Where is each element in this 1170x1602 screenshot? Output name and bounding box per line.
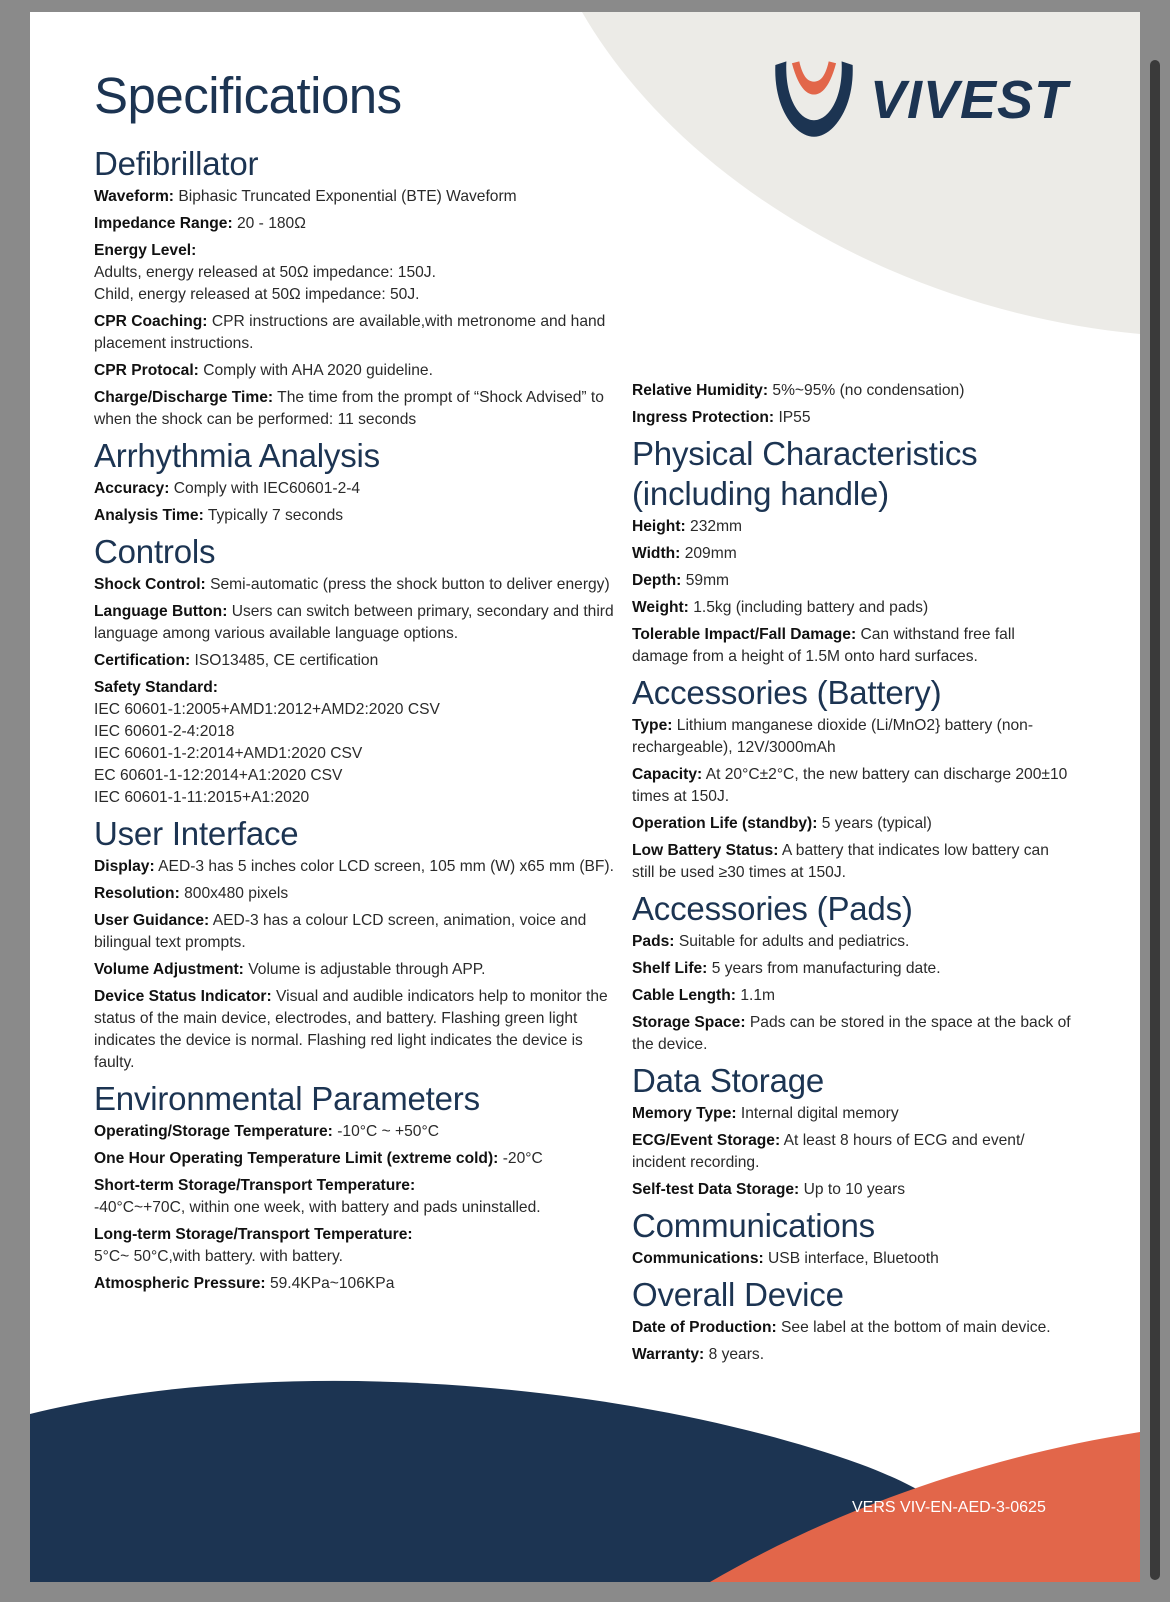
spec-label: Weight: (632, 599, 689, 616)
section-overall-device (632, 1275, 1072, 1366)
section-communications (632, 1206, 1072, 1270)
spec-label: Accuracy: (94, 480, 170, 497)
spec-item (632, 543, 1072, 565)
spec-item (94, 1121, 614, 1143)
spec-value: 59mm (685, 572, 730, 589)
spec-value: Users can switch between primary, secondary and third language among various available language options. (94, 603, 614, 642)
spec-label: One Hour Operating Temperature Limit (extreme cold): (94, 1150, 499, 1167)
spec-item (94, 505, 614, 527)
spec-item (632, 764, 1072, 808)
spec-value: A battery that indicates low battery can still be used ≥30 times at 150J. (632, 842, 1049, 881)
spec-value-line: See label at the bottom of main device. (781, 1319, 1051, 1336)
spec-label: CPR Coaching: (94, 313, 208, 330)
spec-item (94, 186, 614, 208)
spec-item (632, 407, 1072, 429)
spec-item (632, 715, 1072, 759)
spec-label: Type: (632, 717, 673, 734)
section-arrhythmia-analysis (94, 436, 614, 527)
spec-value: Up to 10 years (803, 1181, 906, 1198)
spec-value: CPR instructions are available,with metronome and hand placement instructions. (94, 313, 606, 352)
spec-value: -20°C (502, 1150, 543, 1167)
spec-label: Capacity: (632, 766, 703, 783)
spec-label: Language Button: (94, 603, 228, 620)
section-heading: Accessories (Pads) (632, 890, 913, 927)
spec-value: 5 years from manufacturing date. (711, 960, 941, 977)
spec-value: Biphasic Truncated Exponential (BTE) Waveform (178, 188, 517, 205)
spec-item (632, 813, 1072, 835)
spec-value: At 20°C±2°C, the new battery can discharge 200±10 times at 150J. (632, 766, 1068, 805)
page-title: Specifications (94, 67, 402, 124)
spec-item (94, 856, 614, 878)
spec-value: 5 years (typical) (821, 815, 932, 832)
spec-value-line: IEC 60601-1-11:2015+A1:2020 (94, 789, 310, 806)
spec-value-line: IEC 60601-2-4:2018 (94, 723, 235, 740)
spec-label: Safety Standard: (94, 679, 218, 696)
section-heading: Controls (94, 533, 216, 570)
spec-label: Date of Production: (632, 1319, 777, 1336)
spec-value: Internal digital memory (740, 1105, 899, 1122)
section-heading: Accessories (Battery) (632, 674, 942, 711)
spec-item (94, 387, 614, 431)
spec-item (94, 1273, 614, 1295)
section-accessories-battery (632, 673, 1072, 884)
spec-label: Height: (632, 518, 686, 535)
spec-label: Depth: (632, 572, 682, 589)
section-user-interface (94, 814, 614, 1074)
spec-label: Tolerable Impact/Fall Damage: (632, 626, 857, 643)
spec-value-line: Child, energy released at 50Ω impedance: 50J. (94, 286, 420, 303)
section-data-storage (632, 1061, 1072, 1201)
spec-label: Ingress Protection: (632, 409, 775, 426)
spec-item (94, 1224, 614, 1268)
spec-label: Shelf Life: (632, 960, 708, 977)
section-environmental-parameters (94, 1079, 614, 1295)
spec-value: Lithium manganese dioxide (Li/MnO2} battery (non-rechargeable), 12V/3000mAh (632, 717, 1034, 756)
spec-value-line: IEC 60601-1-2:2014+AMD1:2020 CSV (94, 745, 363, 762)
spec-label: Relative Humidity: (632, 382, 769, 399)
spec-label: CPR Protocal: (94, 362, 199, 379)
spec-value: The time from the prompt of “Shock Advised” to when the shock can be performed: 11 seconds (94, 389, 604, 428)
spec-label: Low Battery Status: (632, 842, 779, 859)
spec-value-line: IEC 60601-1:2005+AMD1:2012+AMD2:2020 CSV (94, 701, 440, 718)
spec-label: Charge/Discharge Time: (94, 389, 274, 406)
spec-value: -10°C ~ +50°C (337, 1123, 439, 1140)
brand-name: VIVEST (870, 70, 1069, 130)
spec-value-line: -40°C~+70C, within one week, with battery and pads uninstalled. (94, 1199, 541, 1216)
spec-label: Self-test Data Storage: (632, 1181, 800, 1198)
spec-label: Pads: (632, 933, 675, 950)
spec-value: Typically 7 seconds (207, 507, 344, 524)
spec-item (632, 840, 1072, 884)
spec-item (632, 516, 1072, 538)
spec-value: 1.1m (740, 987, 775, 1004)
spec-label: Operating/Storage Temperature: (94, 1123, 333, 1140)
spec-value: 5%~95% (no condensation) (772, 382, 965, 399)
left-column (94, 144, 614, 1300)
spec-value: 209mm (684, 545, 737, 562)
spec-label: User Guidance: (94, 912, 210, 929)
section-physical-characteristics-including-handle (632, 434, 1072, 668)
vertical-scrollbar[interactable] (1150, 60, 1160, 1580)
spec-label: Display: (94, 858, 155, 875)
spec-item (632, 1103, 1072, 1125)
spec-item (94, 601, 614, 645)
spec-label: Certification: (94, 652, 191, 669)
spec-label: ECG/Event Storage: (632, 1132, 781, 1149)
spec-label: Waveform: (94, 188, 175, 205)
spec-label: Storage Space: (632, 1014, 746, 1031)
spec-label: Energy Level: (94, 242, 197, 259)
spec-value: ISO13485, CE certification (194, 652, 379, 669)
spec-value: Semi-automatic (press the shock button to deliver energy) (210, 576, 610, 593)
spec-value: 800x480 pixels (184, 885, 289, 902)
section-heading: Overall Device (632, 1276, 844, 1313)
section-continued (632, 380, 1072, 429)
section-defibrillator (94, 144, 614, 431)
spec-item (94, 883, 614, 905)
spec-label: Resolution: (94, 885, 180, 902)
spec-item (94, 213, 614, 235)
spec-item (632, 1012, 1072, 1056)
spec-value: Suitable for adults and pediatrics. (678, 933, 910, 950)
spec-label: Impedance Range: (94, 215, 233, 232)
spec-item (632, 1248, 1072, 1270)
spec-item (632, 1317, 1072, 1339)
spec-label: Long-term Storage/Transport Temperature: (94, 1226, 413, 1243)
spec-item (94, 1148, 614, 1170)
document-page (30, 12, 1140, 1582)
spec-value: AED-3 has 5 inches color LCD screen, 105 mm (W) x65 mm (BF). (158, 858, 614, 875)
section-heading: Environmental Parameters (94, 1080, 480, 1117)
spec-value: Can withstand free fall damage from a height of 1.5M onto hard surfaces. (632, 626, 1015, 665)
brand-logo (768, 54, 1068, 146)
spec-value-line: Adults, energy released at 50Ω impedance: 150J. (94, 264, 436, 281)
spec-label: Atmospheric Pressure: (94, 1275, 266, 1292)
spec-value: Comply with AHA 2020 guideline. (203, 362, 433, 379)
spec-item (632, 1130, 1072, 1174)
spec-item (94, 910, 614, 954)
section-heading: Arrhythmia Analysis (94, 437, 380, 474)
spec-value: 20 - 180Ω (237, 215, 306, 232)
spec-value: Pads can be stored in the space at the back of the device. (632, 1014, 1071, 1053)
spec-label: Short-term Storage/Transport Temperature: (94, 1177, 416, 1194)
spec-value: 1.5kg (including battery and pads) (693, 599, 929, 616)
spec-label: Analysis Time: (94, 507, 204, 524)
spec-item (632, 624, 1072, 668)
spec-label: Memory Type: (632, 1105, 737, 1122)
spec-label: Cable Length: (632, 987, 736, 1004)
spec-item (632, 958, 1072, 980)
spec-value: Volume is adjustable through APP. (248, 961, 486, 978)
spec-value: 232mm (690, 518, 743, 535)
section-heading: Data Storage (632, 1062, 825, 1099)
section-controls (94, 532, 614, 809)
spec-value: At least 8 hours of ECG and event/ incident recording. (632, 1132, 1025, 1171)
spec-value: 8 years. (708, 1346, 765, 1363)
spec-label: Shock Control: (94, 576, 206, 593)
section-heading: Communications (632, 1207, 875, 1244)
spec-item (94, 360, 614, 382)
spec-item (94, 478, 614, 500)
spec-value: AED-3 has a colour LCD screen, animation, voice and bilingual text prompts. (94, 912, 587, 951)
spec-item (632, 985, 1072, 1007)
section-heading: Physical Characteristics (including handle) (632, 435, 978, 512)
spec-value: Comply with IEC60601-2-4 (173, 480, 361, 497)
spec-item (632, 1179, 1072, 1201)
spec-item (94, 1175, 614, 1219)
spec-item (632, 570, 1072, 592)
spec-value: Visual and audible indicators help to monitor the status of the main device, electrodes, and battery. Flashing green light indicates the device is normal. Flashing red light indicates the device is faulty. (94, 988, 608, 1071)
spec-item (94, 240, 614, 306)
spec-label: Communications: (632, 1250, 764, 1267)
spec-item (94, 574, 614, 596)
spec-value-line: EC 60601-1-12:2014+A1:2020 CSV (94, 767, 343, 784)
section-accessories-pads (632, 889, 1072, 1056)
spec-item (632, 931, 1072, 953)
spec-value: USB interface, Bluetooth (768, 1250, 939, 1267)
spec-value-line: 5°C~ 50°C,with battery. with battery. (94, 1248, 343, 1265)
spec-item (632, 597, 1072, 619)
spec-item (632, 380, 1072, 402)
spec-label: Warranty: (632, 1346, 705, 1363)
spec-label: Width: (632, 545, 681, 562)
spec-label: Volume Adjustment: (94, 961, 244, 978)
spec-value: IP55 (778, 409, 811, 426)
spec-item (94, 959, 614, 981)
section-heading: User Interface (94, 815, 299, 852)
spec-label: Operation Life (standby): (632, 815, 818, 832)
right-column (632, 380, 1072, 1371)
spec-item (94, 986, 614, 1074)
spec-item (632, 1344, 1072, 1366)
spec-value: 59.4KPa~106KPa (269, 1275, 395, 1292)
spec-item (94, 677, 614, 809)
section-heading: Defibrillator (94, 145, 259, 182)
version-code: VERS VIV-EN-AED-3-0625 (852, 1499, 1046, 1516)
spec-item (94, 311, 614, 355)
spec-label: Device Status Indicator: (94, 988, 272, 1005)
spec-item (94, 650, 614, 672)
vivest-logo-icon (768, 54, 860, 146)
